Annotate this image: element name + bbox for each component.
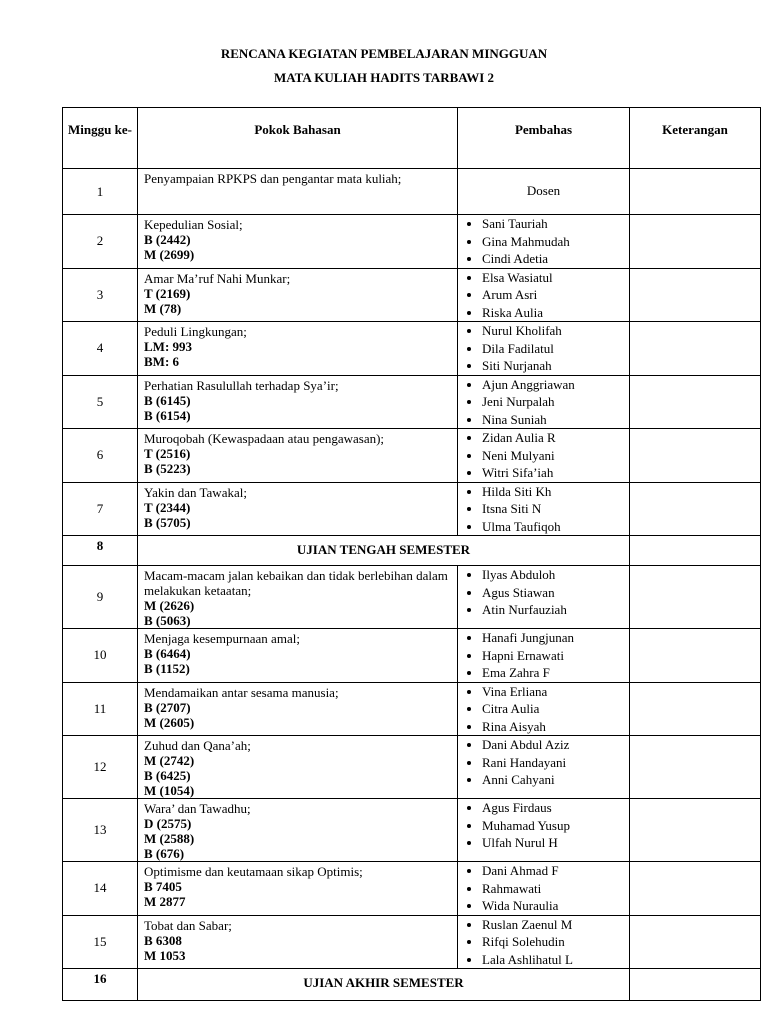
presenter-name: • Hilda Siti Kh xyxy=(482,483,629,501)
presenter-name: • Agus Stiawan xyxy=(482,584,629,602)
note-cell xyxy=(630,322,761,376)
hadith-reference: M (2699) xyxy=(144,247,195,262)
presenter-list xyxy=(458,629,629,682)
hadith-reference: M (2626) xyxy=(144,598,195,613)
presenter-cell xyxy=(458,915,630,969)
presenter-name: • Gina Mahmudah xyxy=(482,233,629,251)
note-cell xyxy=(630,169,761,215)
hadith-reference: B (5063) xyxy=(144,613,191,628)
final-exam-row xyxy=(63,969,761,1001)
presenter-cell xyxy=(458,322,630,376)
week-number: 16 xyxy=(63,969,138,1001)
presenter-list xyxy=(458,376,629,429)
presenter-name: • Ulma Taufiqoh xyxy=(482,518,629,536)
presenter-name: • Citra Aulia xyxy=(482,700,629,718)
hadith-reference: M 1053 xyxy=(144,947,186,963)
hadith-reference: B (1152) xyxy=(144,661,190,676)
header-note: Keterangan xyxy=(630,108,761,169)
presenter-name: • Rahmawati xyxy=(482,880,629,898)
presenter-cell xyxy=(458,429,630,483)
header-presenter: Pembahas xyxy=(458,108,630,169)
note-cell xyxy=(630,682,761,736)
topic-cell xyxy=(138,169,458,215)
hadith-reference: LM: 993 xyxy=(144,339,193,354)
schedule-body xyxy=(63,169,761,1001)
topic-cell xyxy=(138,682,458,736)
note-cell xyxy=(630,799,761,862)
presenter-name: • Sani Tauriah xyxy=(482,215,629,233)
hadith-reference: M (78) xyxy=(144,300,182,316)
presenter-name: • Hapni Ernawati xyxy=(482,647,629,665)
topic-cell xyxy=(138,862,458,916)
hadith-reference: M (2605) xyxy=(144,714,195,730)
presenter-name: • Dila Fadilatul xyxy=(482,340,629,358)
hadith-reference: B (5705) xyxy=(144,514,191,530)
presenter-name: • Rifqi Solehudin xyxy=(482,933,629,951)
presenter-list xyxy=(458,683,629,736)
table-row xyxy=(63,169,761,215)
hadith-reference: B (6154) xyxy=(144,407,191,423)
week-number: 14 xyxy=(63,862,138,916)
hadith-reference: T (2169) xyxy=(144,285,191,301)
table-row xyxy=(63,322,761,376)
header-week: Minggu ke- xyxy=(63,108,138,169)
presenter-cell xyxy=(458,799,630,862)
topic-title: Peduli Lingkungan; xyxy=(144,324,247,339)
presenter-name: • Elsa Wasiatul xyxy=(482,269,629,287)
topic-cell xyxy=(138,629,458,683)
week-number: 13 xyxy=(63,799,138,862)
week-number: 2 xyxy=(63,215,138,269)
topic-title: Macam-macam jalan kebaikan dan tidak berlebihan dalam melakukan ketaatan; xyxy=(144,568,448,598)
topic-title: Penyampaian RPKPS dan pengantar mata kuliah; xyxy=(144,171,402,186)
presenter-name: • Ulfah Nurul H xyxy=(482,834,629,852)
presenter-cell xyxy=(458,736,630,799)
hadith-reference: B (2707) xyxy=(144,699,191,715)
presenter-name: • Itsna Siti N xyxy=(482,500,629,518)
table-row xyxy=(63,862,761,916)
presenter-cell xyxy=(458,268,630,322)
hadith-reference: B (6145) xyxy=(144,392,191,408)
presenter-cell xyxy=(458,375,630,429)
presenter-name: • Vina Erliana xyxy=(482,683,629,701)
week-number: 9 xyxy=(63,566,138,629)
presenter-cell xyxy=(458,862,630,916)
week-number: 6 xyxy=(63,429,138,483)
week-number: 8 xyxy=(63,536,138,566)
topic-title: Menjaga kesempurnaan amal; xyxy=(144,631,300,646)
presenter-list xyxy=(458,429,629,482)
hadith-reference: B 6308 xyxy=(144,932,182,948)
topic-title: Amar Ma’ruf Nahi Munkar; xyxy=(144,270,291,286)
week-number: 7 xyxy=(63,482,138,536)
midterm-row xyxy=(63,536,761,566)
week-number: 10 xyxy=(63,629,138,683)
header-topic: Pokok Bahasan xyxy=(138,108,458,169)
final-exam-label: UJIAN AKHIR SEMESTER xyxy=(138,969,630,1001)
presenter-name: • Siti Nurjanah xyxy=(482,357,629,375)
presenter-list xyxy=(458,736,629,789)
week-number: 12 xyxy=(63,736,138,799)
presenter-list xyxy=(458,269,629,322)
table-row xyxy=(63,915,761,969)
topic-cell xyxy=(138,375,458,429)
note-cell xyxy=(630,536,761,566)
note-cell xyxy=(630,429,761,483)
presenter-list xyxy=(458,862,629,915)
presenter-name: • Rani Handayani xyxy=(482,754,629,772)
hadith-reference: T (2344) xyxy=(144,499,191,515)
topic-title: Wara’ dan Tawadhu; xyxy=(144,801,251,816)
hadith-reference: B (6425) xyxy=(144,768,191,783)
presenter-name: • Dani Ahmad F xyxy=(482,862,629,880)
topic-cell xyxy=(138,736,458,799)
presenter-cell xyxy=(458,482,630,536)
presenter-name: • Riska Aulia xyxy=(482,304,629,322)
topic-title: Perhatian Rasulullah terhadap Sya’ir; xyxy=(144,377,339,393)
presenter-name: • Atin Nurfauziah xyxy=(482,601,629,619)
topic-title: Yakin dan Tawakal; xyxy=(144,484,247,500)
presenter-name: • Arum Asri xyxy=(482,286,629,304)
hadith-reference: B 7405 xyxy=(144,879,182,894)
presenter-cell xyxy=(458,629,630,683)
presenter-list xyxy=(458,483,629,536)
presenter-name: • Hanafi Jungjunan xyxy=(482,629,629,647)
hadith-reference: BM: 6 xyxy=(144,354,180,369)
presenter-name: • Cindi Adetia xyxy=(482,250,629,268)
topic-cell xyxy=(138,566,458,629)
topic-cell xyxy=(138,268,458,322)
topic-title: Tobat dan Sabar; xyxy=(144,917,232,933)
presenter-list xyxy=(458,799,629,852)
presenter-list xyxy=(458,566,629,619)
topic-cell xyxy=(138,915,458,969)
presenter-name: • Nurul Kholifah xyxy=(482,322,629,340)
topic-cell xyxy=(138,429,458,483)
table-row xyxy=(63,629,761,683)
hadith-reference: M 2877 xyxy=(144,894,186,909)
presenter-cell xyxy=(458,215,630,269)
topic-cell xyxy=(138,215,458,269)
presenter-name: • Neni Mulyani xyxy=(482,447,629,465)
table-row xyxy=(63,268,761,322)
note-cell xyxy=(630,736,761,799)
note-cell xyxy=(630,268,761,322)
hadith-reference: B (6464) xyxy=(144,646,191,661)
presenter-name: • Ilyas Abduloh xyxy=(482,566,629,584)
document-title: RENCANA KEGIATAN PEMBELAJARAN MINGGUAN xyxy=(220,46,548,61)
table-row xyxy=(63,799,761,862)
hadith-reference: M (2588) xyxy=(144,831,195,846)
presenter-cell xyxy=(458,682,630,736)
hadith-reference: M (2742) xyxy=(144,753,195,768)
topic-cell xyxy=(138,322,458,376)
note-cell xyxy=(630,482,761,536)
topic-cell xyxy=(138,482,458,536)
presenter-cell xyxy=(458,169,630,215)
presenter-name: Dosen xyxy=(526,183,561,198)
week-number: 5 xyxy=(63,375,138,429)
midterm-label: UJIAN TENGAH SEMESTER xyxy=(138,536,630,566)
presenter-cell xyxy=(458,566,630,629)
note-cell xyxy=(630,862,761,916)
note-cell xyxy=(630,215,761,269)
presenter-name: • Dani Abdul Aziz xyxy=(482,736,629,754)
hadith-reference: B (5223) xyxy=(144,461,191,476)
presenter-name: • Lala Ashlihatul L xyxy=(482,951,629,969)
table-row xyxy=(63,736,761,799)
topic-title: Kepedulian Sosial; xyxy=(144,217,243,232)
presenter-name: • Anni Cahyani xyxy=(482,771,629,789)
week-number: 3 xyxy=(63,268,138,322)
presenter-list xyxy=(458,215,629,268)
presenter-name: • Zidan Aulia R xyxy=(482,429,629,447)
table-row xyxy=(63,215,761,269)
hadith-reference: M (1054) xyxy=(144,783,195,798)
presenter-name: • Nina Suniah xyxy=(482,411,629,429)
week-number: 1 xyxy=(63,169,138,215)
note-cell xyxy=(630,375,761,429)
topic-cell xyxy=(138,799,458,862)
presenter-name: • Ruslan Zaenul M xyxy=(482,916,629,934)
presenter-name: • Jeni Nurpalah xyxy=(482,393,629,411)
presenter-list xyxy=(458,322,629,375)
table-row xyxy=(63,682,761,736)
week-number: 4 xyxy=(63,322,138,376)
table-row xyxy=(63,429,761,483)
presenter-name: • Rina Aisyah xyxy=(482,718,629,736)
presenter-name: • Witri Sifa’iah xyxy=(482,464,629,482)
note-cell xyxy=(630,566,761,629)
note-cell xyxy=(630,969,761,1001)
presenter-name: • Ajun Anggriawan xyxy=(482,376,629,394)
presenter-name: • Agus Firdaus xyxy=(482,799,629,817)
document-subtitle: MATA KULIAH HADITS TARBAWI 2 xyxy=(273,70,495,85)
week-number: 15 xyxy=(63,915,138,969)
topic-title: Optimisme dan keutamaan sikap Optimis; xyxy=(144,864,363,879)
table-row xyxy=(63,375,761,429)
table-row xyxy=(63,482,761,536)
week-number: 11 xyxy=(63,682,138,736)
hadith-reference: B (2442) xyxy=(144,232,191,247)
presenter-name: • Wida Nuraulia xyxy=(482,897,629,915)
presenter-name: • Muhamad Yusup xyxy=(482,817,629,835)
presenter-list xyxy=(458,916,629,969)
hadith-reference: B (676) xyxy=(144,846,185,861)
note-cell xyxy=(630,915,761,969)
topic-title: Zuhud dan Qana’ah; xyxy=(144,738,251,753)
topic-title: Mendamaikan antar sesama manusia; xyxy=(144,684,339,700)
hadith-reference: T (2516) xyxy=(144,446,191,461)
topic-title: Muroqobah (Kewaspadaan atau pengawasan); xyxy=(144,431,385,446)
presenter-name: • Ema Zahra F xyxy=(482,664,629,682)
header-row xyxy=(63,108,761,169)
hadith-reference: D (2575) xyxy=(144,816,192,831)
note-cell xyxy=(630,629,761,683)
table-row xyxy=(63,566,761,629)
schedule-table xyxy=(62,107,761,1001)
